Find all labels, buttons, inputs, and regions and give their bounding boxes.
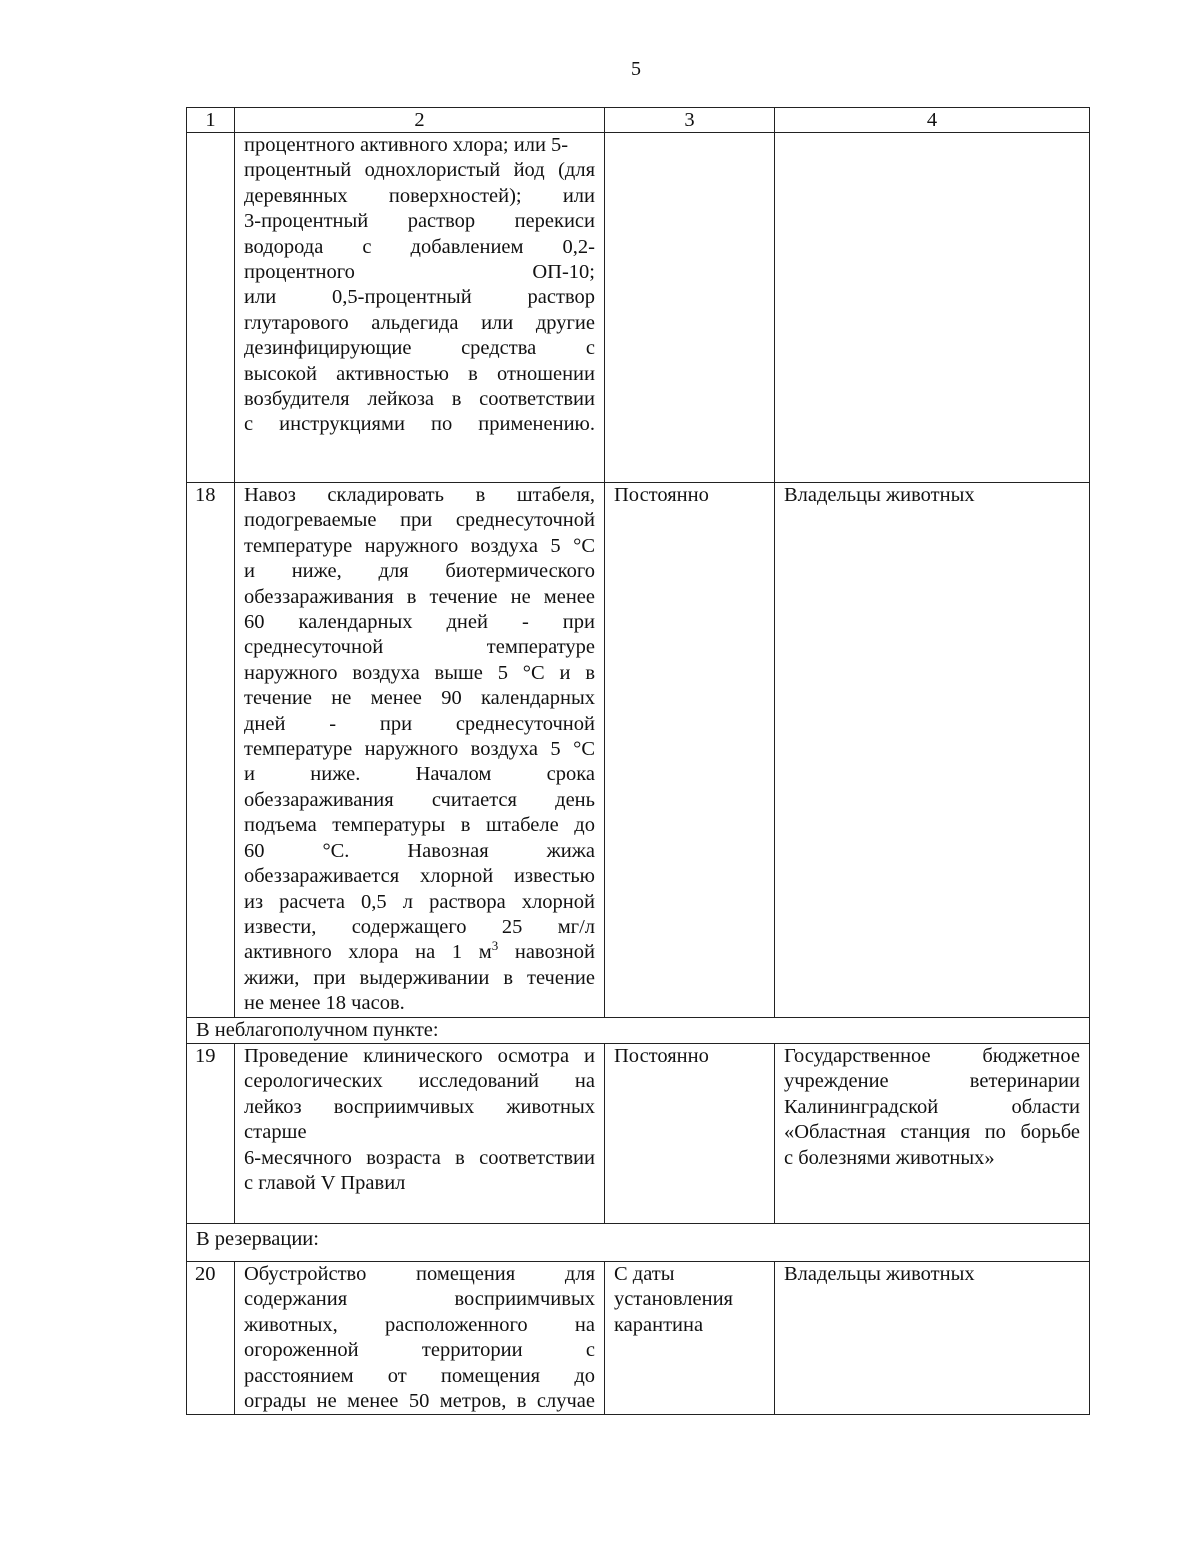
text-line: извести, содержащего 25 мг/л [244, 915, 595, 938]
responsible-cell: Владельцы животных [775, 1261, 1090, 1414]
measure-text [235, 1261, 605, 1414]
text-line: подъема температуры в штабеле до [244, 814, 595, 837]
section-row [187, 1017, 1090, 1043]
text-line: Государственное бюджетное [784, 1044, 1080, 1067]
text-line: с болезнями животных» [784, 1146, 995, 1169]
text-line: Обустройство помещения для [244, 1262, 595, 1285]
text-line: животных, расположенного на [244, 1313, 595, 1336]
text-line: процентный однохлористый йод (для [244, 159, 595, 182]
text-line-superscript [244, 940, 595, 965]
text-line: процентного ОП-10; [244, 261, 595, 284]
text-line: с инструкциями по применению. [244, 413, 595, 436]
text-line: температуре наружного воздуха 5 °С [244, 738, 595, 761]
text-line: и ниже, для биотермического [244, 560, 595, 583]
text-line: обеззараживается хлорной известью [244, 865, 595, 888]
text-line: огороженной территории с [244, 1339, 595, 1362]
measure-text [235, 133, 605, 483]
text-line: жижи, при выдерживании в течение [244, 966, 595, 989]
responsible-cell [775, 133, 1090, 483]
text-line: среднесуточной температуре [244, 636, 595, 659]
text-line: расстоянием от помещения до [244, 1364, 595, 1387]
term-cell [605, 133, 775, 483]
text-line: возбудителя лейкоза в соответствии [244, 388, 595, 411]
responsible-cell [775, 1043, 1090, 1223]
text-line: температуре наружного воздуха 5 °С [244, 534, 595, 557]
text-line: Навоз складировать в штабеля, [244, 484, 595, 506]
row-number: 18 [187, 483, 235, 1018]
text-line: 6-месячного возраста в соответствии [244, 1146, 595, 1169]
responsible-cell: Владельцы животных [775, 483, 1090, 1018]
term-cell: Постоянно [605, 483, 775, 1018]
text-line: старше [244, 1121, 307, 1144]
text-fragment: активного хлора на 1 м [244, 941, 492, 964]
text-line: обеззараживания в течение не менее [244, 585, 595, 608]
text-line: 3-процентный раствор перекиси [244, 210, 595, 233]
text-line: наружного воздуха выше 5 °С и в [244, 661, 595, 684]
measure-text [235, 483, 605, 1018]
text-line: содержания восприимчивых [244, 1288, 595, 1311]
text-line: 60 °С. Навозная жижа [244, 839, 595, 862]
term-cell: Постоянно [605, 1043, 775, 1223]
table-header-row [187, 108, 1090, 133]
measures-table [186, 107, 1090, 1415]
text-line: и ниже. Началом срока [244, 763, 595, 786]
section-heading: В неблагополучном пункте: [187, 1017, 1090, 1043]
table-row [187, 1043, 1090, 1223]
table-row [187, 133, 1090, 483]
text-line: С даты [614, 1262, 675, 1285]
section-heading: В резервации: [187, 1223, 1090, 1261]
text-line: 60 календарных дней - при [244, 611, 595, 634]
text-line: процентного активного хлора; или 5- [244, 134, 569, 156]
text-line: подогреваемые при среднесуточной [244, 509, 595, 532]
text-line: из расчета 0,5 л раствора хлорной [244, 890, 595, 913]
text-line: с главой V Правил [244, 1171, 406, 1194]
text-line: лейкоз восприимчивых животных [244, 1095, 595, 1118]
measure-text [235, 1043, 605, 1223]
text-line: течение не менее 90 календарных [244, 687, 595, 710]
text-line: Калининградской области [784, 1095, 1080, 1118]
page-number: 5 [631, 58, 641, 80]
header-col-1: 1 [187, 108, 235, 133]
row-number: 20 [187, 1261, 235, 1414]
text-line: деревянных поверхностей); или [244, 184, 595, 207]
header-col-3: 3 [605, 108, 775, 133]
text-line: дезинфицирующие средства с [244, 337, 595, 360]
header-col-2: 2 [235, 108, 605, 133]
text-line: высокой активностью в отношении [244, 362, 595, 385]
text-line: не менее 18 часов. [244, 992, 405, 1015]
row-number [187, 133, 235, 483]
table-row [187, 1261, 1090, 1414]
row-number: 19 [187, 1043, 235, 1223]
text-line: обеззараживания считается день [244, 788, 595, 811]
text-line: дней - при среднесуточной [244, 712, 595, 735]
header-col-4: 4 [775, 108, 1090, 133]
text-line: или 0,5-процентный раствор [244, 286, 595, 309]
text-line: серологических исследований на [244, 1070, 595, 1093]
section-row [187, 1223, 1090, 1261]
text-line: карантина [614, 1313, 704, 1336]
text-line: установления [614, 1288, 733, 1311]
table-row [187, 483, 1090, 1018]
superscript-3: 3 [491, 938, 499, 954]
text-fragment: навозной [498, 941, 595, 964]
text-line: ограды не менее 50 метров, в случае [244, 1389, 595, 1412]
text-line: глутарового альдегида или другие [244, 311, 595, 334]
text-line: учреждение ветеринарии [784, 1070, 1080, 1093]
text-line: «Областная станция по борьбе [784, 1121, 1080, 1144]
text-line: Проведение клинического осмотра и [244, 1044, 595, 1067]
term-cell [605, 1261, 775, 1414]
text-line: водорода с добавлением 0,2- [244, 235, 595, 258]
